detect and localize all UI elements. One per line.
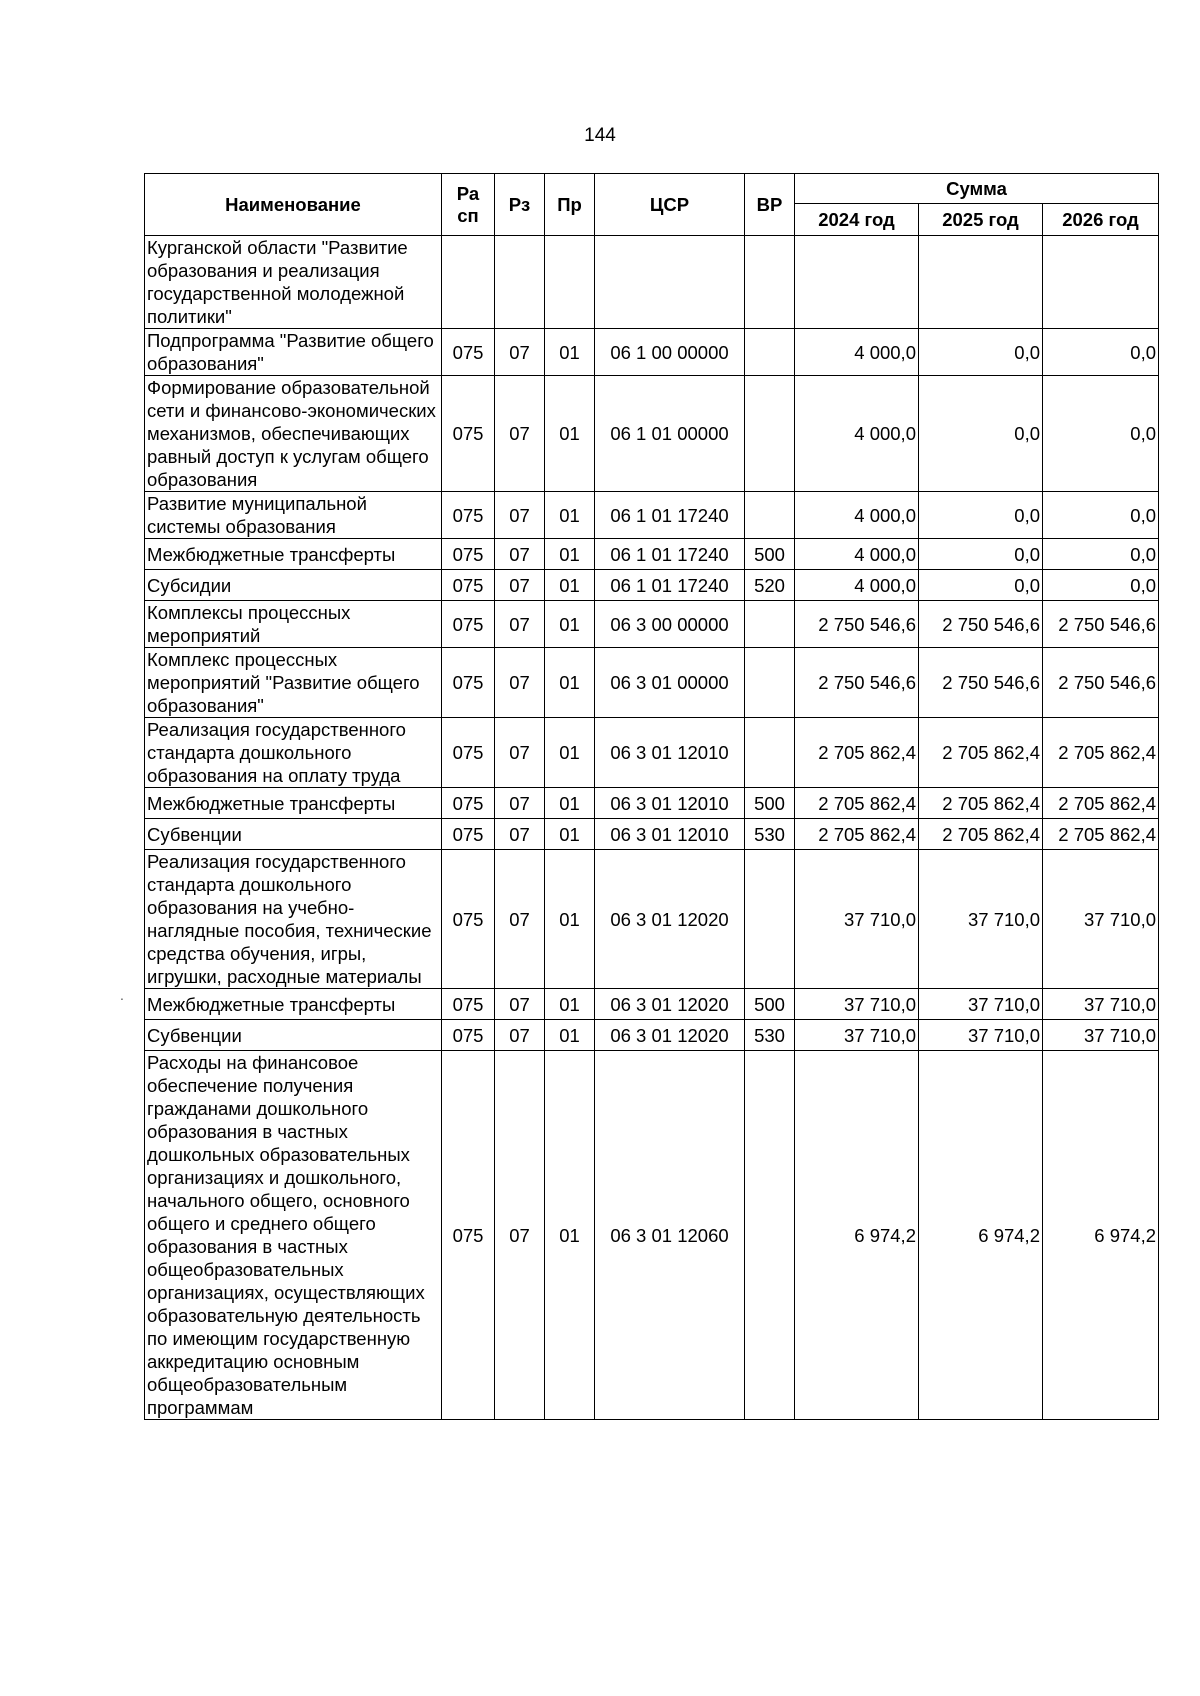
- cell-csr: 06 3 01 12020: [595, 850, 745, 989]
- cell-rasp: 075: [442, 718, 495, 788]
- cell-rz: 07: [495, 788, 545, 819]
- cell-rasp: 075: [442, 648, 495, 718]
- cell-vr: 500: [745, 989, 795, 1020]
- cell-pr: 01: [545, 788, 595, 819]
- cell-vr: [745, 601, 795, 648]
- cell-name: Развитие муниципальной системы образования: [145, 492, 442, 539]
- cell-sum-2024: 2 705 862,4: [795, 788, 919, 819]
- cell-rz: 07: [495, 1051, 545, 1420]
- cell-pr: 01: [545, 329, 595, 376]
- cell-rasp: 075: [442, 989, 495, 1020]
- cell-name: Субсидии: [145, 570, 442, 601]
- table-row: [145, 539, 1159, 570]
- cell-sum-2026: 2 705 862,4: [1043, 718, 1159, 788]
- cell-rz: 07: [495, 539, 545, 570]
- table-body: [145, 236, 1159, 1420]
- cell-sum-2026: 2 705 862,4: [1043, 819, 1159, 850]
- table-row: [145, 718, 1159, 788]
- cell-pr: 01: [545, 648, 595, 718]
- cell-name: Субвенции: [145, 1020, 442, 1051]
- cell-rz: 07: [495, 648, 545, 718]
- cell-sum-2024: 37 710,0: [795, 850, 919, 989]
- cell-name: Подпрограмма "Развитие общего образования": [145, 329, 442, 376]
- cell-sum-2025: 0,0: [919, 376, 1043, 492]
- cell-name: Реализация государственного стандарта дошкольного образования на учебно-наглядные пособия, технические средства обучения, игры, игрушки, расходные материалы: [145, 850, 442, 989]
- cell-rz: 07: [495, 819, 545, 850]
- table-row: [145, 1051, 1159, 1420]
- cell-sum-2024: 4 000,0: [795, 329, 919, 376]
- cell-sum-2024: 6 974,2: [795, 1051, 919, 1420]
- cell-rasp: 075: [442, 601, 495, 648]
- cell-pr: 01: [545, 819, 595, 850]
- cell-vr: 530: [745, 819, 795, 850]
- table-row: [145, 788, 1159, 819]
- cell-sum-2026: 0,0: [1043, 492, 1159, 539]
- cell-name: Реализация государственного стандарта дошкольного образования на оплату труда: [145, 718, 442, 788]
- cell-vr: [745, 492, 795, 539]
- cell-sum-2025: 2 750 546,6: [919, 601, 1043, 648]
- header-sum: Сумма: [795, 174, 1159, 204]
- cell-rasp: 075: [442, 1020, 495, 1051]
- cell-sum-2026: [1043, 236, 1159, 329]
- cell-name: Расходы на финансовое обеспечение получения гражданами дошкольного образования в частных дошкольных образовательных организациях и дошкольного, начального общего, основного общего и среднего общего образования в частных общеобразовательных организациях, осуществляющих образовательную деятельность по имеющим государственную аккредитацию основным общеобразовательным программам: [145, 1051, 442, 1420]
- cell-sum-2024: [795, 236, 919, 329]
- cell-vr: 500: [745, 539, 795, 570]
- cell-sum-2024: 4 000,0: [795, 539, 919, 570]
- cell-vr: [745, 718, 795, 788]
- cell-sum-2026: 37 710,0: [1043, 850, 1159, 989]
- table-header: [145, 174, 1159, 236]
- cell-vr: [745, 376, 795, 492]
- scan-artifact-dot: .: [120, 987, 124, 1003]
- cell-sum-2026: 0,0: [1043, 329, 1159, 376]
- cell-vr: [745, 648, 795, 718]
- cell-rz: 07: [495, 601, 545, 648]
- budget-table: [144, 173, 1159, 1420]
- cell-sum-2024: 4 000,0: [795, 376, 919, 492]
- cell-rasp: 075: [442, 819, 495, 850]
- header-csr: ЦСР: [595, 174, 745, 236]
- cell-vr: [745, 236, 795, 329]
- cell-sum-2024: 4 000,0: [795, 492, 919, 539]
- cell-sum-2024: 2 705 862,4: [795, 718, 919, 788]
- cell-csr: 06 3 01 12020: [595, 989, 745, 1020]
- cell-sum-2026: 0,0: [1043, 376, 1159, 492]
- cell-sum-2025: 37 710,0: [919, 850, 1043, 989]
- cell-sum-2024: 2 750 546,6: [795, 648, 919, 718]
- cell-rz: 07: [495, 989, 545, 1020]
- cell-name: Межбюджетные трансферты: [145, 788, 442, 819]
- cell-rz: 07: [495, 329, 545, 376]
- cell-csr: 06 3 01 12010: [595, 718, 745, 788]
- cell-rasp: 075: [442, 850, 495, 989]
- table-row: [145, 989, 1159, 1020]
- cell-sum-2025: 0,0: [919, 492, 1043, 539]
- header-vr: ВР: [745, 174, 795, 236]
- cell-sum-2025: 0,0: [919, 329, 1043, 376]
- cell-vr: 530: [745, 1020, 795, 1051]
- cell-pr: 01: [545, 850, 595, 989]
- cell-name: Комплекс процессных мероприятий "Развитие общего образования": [145, 648, 442, 718]
- cell-pr: 01: [545, 1020, 595, 1051]
- cell-rz: 07: [495, 1020, 545, 1051]
- cell-rz: 07: [495, 570, 545, 601]
- cell-sum-2025: 0,0: [919, 570, 1043, 601]
- cell-rz: [495, 236, 545, 329]
- cell-sum-2024: 4 000,0: [795, 570, 919, 601]
- cell-pr: 01: [545, 1051, 595, 1420]
- cell-sum-2026: 0,0: [1043, 539, 1159, 570]
- cell-name: Субвенции: [145, 819, 442, 850]
- cell-sum-2025: 2 705 862,4: [919, 718, 1043, 788]
- cell-pr: 01: [545, 539, 595, 570]
- table-row: [145, 1020, 1159, 1051]
- cell-sum-2024: 37 710,0: [795, 989, 919, 1020]
- cell-rasp: 075: [442, 492, 495, 539]
- cell-vr: 520: [745, 570, 795, 601]
- cell-sum-2026: 2 705 862,4: [1043, 788, 1159, 819]
- cell-rasp: 075: [442, 788, 495, 819]
- cell-csr: 06 1 01 17240: [595, 570, 745, 601]
- cell-sum-2026: 2 750 546,6: [1043, 601, 1159, 648]
- cell-sum-2025: 2 705 862,4: [919, 819, 1043, 850]
- table-row: [145, 601, 1159, 648]
- cell-pr: 01: [545, 492, 595, 539]
- cell-rasp: 075: [442, 539, 495, 570]
- cell-sum-2024: 37 710,0: [795, 1020, 919, 1051]
- table-row: [145, 376, 1159, 492]
- cell-vr: [745, 329, 795, 376]
- table-row: [145, 329, 1159, 376]
- cell-csr: 06 3 01 12010: [595, 819, 745, 850]
- header-year-2024: 2024 год: [795, 204, 919, 236]
- cell-sum-2024: 2 750 546,6: [795, 601, 919, 648]
- table-row: [145, 819, 1159, 850]
- cell-rasp: 075: [442, 329, 495, 376]
- header-year-2025: 2025 год: [919, 204, 1043, 236]
- cell-rasp: 075: [442, 376, 495, 492]
- cell-csr: 06 1 01 17240: [595, 539, 745, 570]
- cell-name: Межбюджетные трансферты: [145, 539, 442, 570]
- cell-sum-2025: [919, 236, 1043, 329]
- table-row: [145, 648, 1159, 718]
- cell-csr: 06 3 01 12020: [595, 1020, 745, 1051]
- table-row: [145, 492, 1159, 539]
- table-row: [145, 236, 1159, 329]
- cell-sum-2025: 2 750 546,6: [919, 648, 1043, 718]
- cell-rz: 07: [495, 850, 545, 989]
- cell-rz: 07: [495, 376, 545, 492]
- cell-sum-2025: 37 710,0: [919, 989, 1043, 1020]
- header-pr: Пр: [545, 174, 595, 236]
- header-year-2026: 2026 год: [1043, 204, 1159, 236]
- cell-csr: 06 3 01 12010: [595, 788, 745, 819]
- cell-pr: 01: [545, 718, 595, 788]
- cell-rasp: 075: [442, 1051, 495, 1420]
- cell-rz: 07: [495, 718, 545, 788]
- cell-vr: [745, 850, 795, 989]
- cell-vr: 500: [745, 788, 795, 819]
- cell-sum-2025: 37 710,0: [919, 1020, 1043, 1051]
- cell-sum-2026: 0,0: [1043, 570, 1159, 601]
- cell-pr: 01: [545, 376, 595, 492]
- cell-name: Комплексы процессных мероприятий: [145, 601, 442, 648]
- cell-pr: 01: [545, 989, 595, 1020]
- cell-sum-2025: 0,0: [919, 539, 1043, 570]
- cell-csr: 06 1 01 00000: [595, 376, 745, 492]
- cell-sum-2026: 6 974,2: [1043, 1051, 1159, 1420]
- cell-name: Межбюджетные трансферты: [145, 989, 442, 1020]
- cell-name: Формирование образовательной сети и финансово-экономических механизмов, обеспечивающих равный доступ к услугам общего образования: [145, 376, 442, 492]
- cell-sum-2025: 2 705 862,4: [919, 788, 1043, 819]
- cell-csr: 06 3 01 12060: [595, 1051, 745, 1420]
- header-rasp: Ра сп: [442, 174, 495, 236]
- cell-sum-2024: 2 705 862,4: [795, 819, 919, 850]
- cell-rasp: [442, 236, 495, 329]
- cell-pr: [545, 236, 595, 329]
- cell-vr: [745, 1051, 795, 1420]
- cell-rasp: 075: [442, 570, 495, 601]
- cell-sum-2025: 6 974,2: [919, 1051, 1043, 1420]
- cell-name: Курганской области "Развитие образования и реализация государственной молодежной политики": [145, 236, 442, 329]
- cell-sum-2026: 37 710,0: [1043, 989, 1159, 1020]
- cell-pr: 01: [545, 601, 595, 648]
- cell-csr: [595, 236, 745, 329]
- cell-csr: 06 3 01 00000: [595, 648, 745, 718]
- header-name: Наименование: [145, 174, 442, 236]
- page-number: 144: [584, 125, 616, 146]
- header-rz: Рз: [495, 174, 545, 236]
- cell-csr: 06 1 01 17240: [595, 492, 745, 539]
- cell-csr: 06 3 00 00000: [595, 601, 745, 648]
- table-row: [145, 570, 1159, 601]
- cell-rz: 07: [495, 492, 545, 539]
- cell-sum-2026: 37 710,0: [1043, 1020, 1159, 1051]
- cell-csr: 06 1 00 00000: [595, 329, 745, 376]
- cell-pr: 01: [545, 570, 595, 601]
- cell-sum-2026: 2 750 546,6: [1043, 648, 1159, 718]
- table-row: [145, 850, 1159, 989]
